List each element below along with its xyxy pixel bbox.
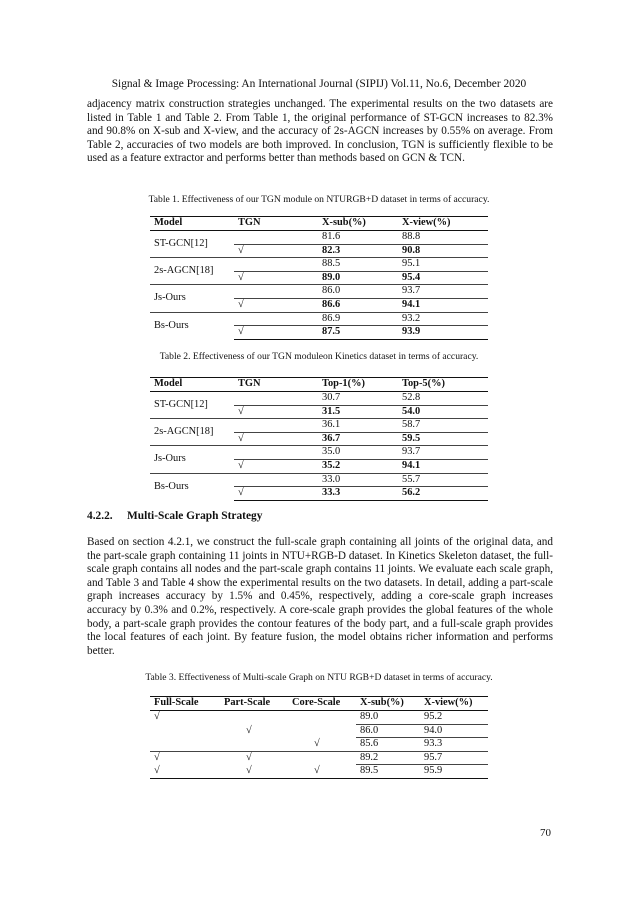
value-cell: 89.0: [318, 271, 398, 285]
running-header: Signal & Image Processing: An International Journal (SIPIJ) Vol.11, No.6, December 2020: [111, 78, 527, 90]
table-2-header: TGN: [234, 378, 318, 392]
check-mark: √: [234, 459, 318, 473]
table-1-header: X-sub(%): [318, 217, 398, 231]
check-mark: √: [220, 765, 288, 779]
model-name: ST-GCN[12]: [150, 231, 234, 258]
value-cell: 93.2: [398, 312, 488, 326]
value-cell: 88.5: [318, 258, 398, 272]
paragraph-1: adjacency matrix construction strategies unchanged. The experimental results on the two datasets are listed in Table 1 and Table 2. From Table 1, the original performance of ST-GCN increases to 82.3% and 90.8% on X-sub and X-view, and the accuracy of 2s-AGCN increases by 0.55% on average. From Table 2, accuracies of two models are both improved. In conclusion, TGN is sufficiently flexible to be used as a feature extractor and performs better than methods based on GCN & TCN.: [87, 98, 553, 165]
table-row: [150, 285, 488, 299]
table-3-header-row: [150, 697, 488, 711]
table-2-header: Top-1(%): [318, 378, 398, 392]
value-cell: 55.7: [398, 473, 488, 487]
check-mark: [288, 751, 356, 765]
table-2-header: Top-5(%): [398, 378, 488, 392]
model-name: Js-Ours: [150, 285, 234, 312]
value-cell: 94.1: [398, 298, 488, 312]
value-cell: 59.5: [398, 432, 488, 446]
check-mark: [150, 724, 220, 738]
empty-cell: [234, 392, 318, 406]
table-3: [150, 696, 488, 779]
value-cell: 93.7: [398, 446, 488, 460]
section-number: 4.2.2.: [87, 510, 113, 522]
check-mark: [150, 738, 220, 752]
table-row: [150, 473, 488, 487]
check-mark: √: [234, 298, 318, 312]
value-cell: 30.7: [318, 392, 398, 406]
check-mark: [220, 711, 288, 725]
check-mark: √: [150, 765, 220, 779]
value-cell: 95.7: [420, 751, 488, 765]
table-3-header: X-sub(%): [356, 697, 420, 711]
value-cell: 86.6: [318, 298, 398, 312]
empty-cell: [234, 419, 318, 433]
value-cell: 35.2: [318, 459, 398, 473]
value-cell: 54.0: [398, 405, 488, 419]
check-mark: √: [314, 737, 320, 749]
value-cell: 95.9: [420, 765, 488, 779]
table-2-caption: Table 2. Effectiveness of our TGN moduleon Kinetics dataset in terms of accuracy.: [159, 351, 479, 362]
check-mark: √: [150, 751, 220, 765]
table-2: [150, 377, 488, 501]
value-cell: 88.8: [398, 231, 488, 245]
table-1-header-row: [150, 217, 488, 231]
value-cell: 93.3: [420, 738, 488, 752]
value-cell: 93.9: [398, 326, 488, 340]
table-row: [150, 231, 488, 245]
value-cell: 36.7: [318, 432, 398, 446]
table-1-header: TGN: [234, 217, 318, 231]
value-cell: 81.6: [318, 231, 398, 245]
value-cell: 85.6: [356, 738, 420, 752]
table-row: [150, 258, 488, 272]
page-number: 70: [540, 827, 551, 839]
table-row: [150, 738, 488, 752]
table-3-header: Full-Scale: [150, 697, 220, 711]
model-name: ST-GCN[12]: [150, 392, 234, 419]
value-cell: 89.2: [356, 751, 420, 765]
value-cell: 94.1: [398, 459, 488, 473]
value-cell: 89.5: [356, 765, 420, 779]
model-name: 2s-AGCN[18]: [150, 258, 234, 285]
table-row: [150, 446, 488, 460]
table-row: [150, 751, 488, 765]
empty-cell: [234, 285, 318, 299]
value-cell: 93.7: [398, 285, 488, 299]
table-1-caption: Table 1. Effectiveness of our TGN module on NTURGB+D dataset in terms of accuracy.: [148, 194, 490, 205]
empty-cell: [234, 258, 318, 272]
value-cell: 33.0: [318, 473, 398, 487]
value-cell: 82.3: [318, 244, 398, 258]
model-name: Bs-Ours: [150, 473, 234, 500]
value-cell: 89.0: [360, 711, 379, 722]
section-heading: [87, 510, 262, 522]
check-mark: √: [288, 765, 356, 779]
value-cell: 52.8: [398, 392, 488, 406]
value-cell: 95.1: [398, 258, 488, 272]
check-mark: [220, 738, 288, 752]
table-3-header: X-view(%): [420, 697, 488, 711]
check-mark: [288, 711, 356, 725]
table-2-header: Model: [150, 378, 234, 392]
table-1-header: Model: [150, 217, 234, 231]
value-cell: 36.1: [318, 419, 398, 433]
table-row: [150, 312, 488, 326]
table-1-header: X-view(%): [398, 217, 488, 231]
value-cell: 95.2: [424, 711, 443, 722]
empty-cell: [234, 312, 318, 326]
value-cell: 86.0: [356, 724, 420, 738]
check-mark: √: [234, 432, 318, 446]
table-row: [150, 419, 488, 433]
table-1: [150, 216, 488, 340]
check-mark: √: [246, 724, 252, 736]
check-mark: √: [234, 271, 318, 285]
model-name: Js-Ours: [150, 446, 234, 473]
section-title: Multi-Scale Graph Strategy: [127, 510, 263, 522]
check-mark: √: [234, 244, 318, 258]
value-cell: 33.3: [318, 487, 398, 501]
check-mark: [288, 724, 356, 738]
value-cell: 95.4: [398, 271, 488, 285]
check-mark: √: [220, 751, 288, 765]
table-3-caption: Table 3. Effectiveness of Multi-scale Graph on NTU RGB+D dataset in terms of accuracy.: [145, 672, 493, 683]
value-cell: 58.7: [398, 419, 488, 433]
check-mark: √: [154, 711, 160, 723]
empty-cell: [234, 446, 318, 460]
value-cell: 94.0: [420, 724, 488, 738]
check-mark: √: [234, 487, 318, 501]
value-cell: 86.9: [318, 312, 398, 326]
value-cell: 31.5: [318, 405, 398, 419]
value-cell: 90.8: [398, 244, 488, 258]
value-cell: 56.2: [398, 487, 488, 501]
empty-cell: [234, 473, 318, 487]
check-mark: √: [234, 405, 318, 419]
value-cell: 86.0: [318, 285, 398, 299]
empty-cell: [234, 231, 318, 245]
value-cell: 87.5: [318, 326, 398, 340]
table-row: [150, 392, 488, 406]
table-3-header: Part-Scale: [220, 697, 288, 711]
model-name: 2s-AGCN[18]: [150, 419, 234, 446]
model-name: Bs-Ours: [150, 312, 234, 339]
table-2-header-row: [150, 378, 488, 392]
table-row: [150, 724, 488, 738]
table-row: [150, 765, 488, 779]
check-mark: √: [234, 326, 318, 340]
table-3-header: Core-Scale: [288, 697, 356, 711]
value-cell: 35.0: [318, 446, 398, 460]
paragraph-2: Based on section 4.2.1, we construct the full-scale graph containing all joints of the original data, and the part-scale graph containing 11 joints in NTU+RGB-D dataset. In Kinetics Skeleton dataset, the full-scale graph contains all nodes and the part-scale graph contains 11 joints. We evaluate each scale graph, and Table 3 and Table 4 show the experimental results on the two datasets. In detail, adding a part-scale graph increases accuracy by 1.5% and 0.45%, respectively, adding a core-scale graph increases accuracy by 0.3% and 0.2%, respectively. A core-scale graph provides the global features of the whole body, a part-scale graph provides the contour features of the body part, and a full-scale graph provides the local features of each joint. By feature fusion, the model obtains richer information and performs better.: [87, 536, 553, 657]
table-row: [150, 711, 488, 725]
